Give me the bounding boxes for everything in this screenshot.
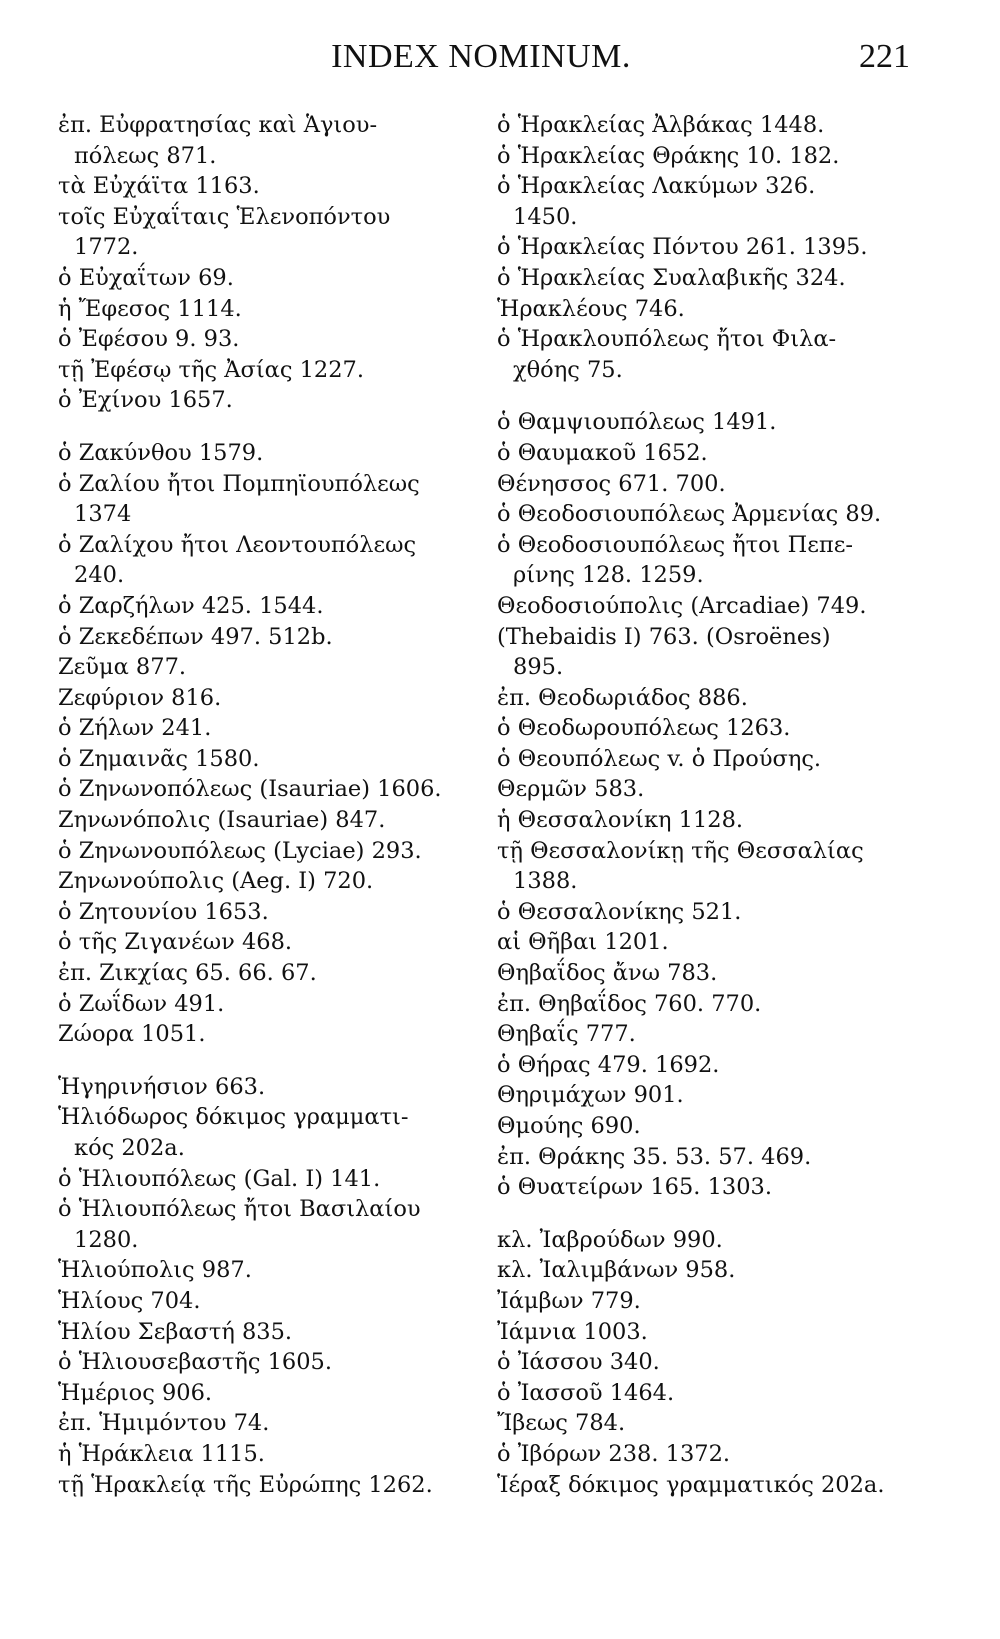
index-entry-line: ὁ τῆς Ζιγανέων 468. <box>58 929 293 956</box>
index-entry-line: ἐπ. Εὐφρατησίας καὶ Ἁγιου- <box>58 112 378 138</box>
section-gap <box>497 1203 927 1225</box>
index-entry-line: Θηβαΐς 777. <box>497 1021 636 1048</box>
section-gap <box>58 1050 478 1072</box>
index-entry-line: Ἡμέριος 906. <box>58 1379 213 1406</box>
index-entry-line: κλ. Ἰαβρούδων 990. <box>497 1226 723 1253</box>
index-entry-line: Ἡλίους 704. <box>58 1287 201 1314</box>
index-entry-line: ἡ Ἔφεσος 1114. <box>58 295 242 322</box>
section-gap <box>497 385 927 407</box>
page-title: INDEX NOMINUM. <box>331 38 631 75</box>
index-entry-line: 240. <box>74 562 125 589</box>
index-entry-line: ὁ Ζημαινᾶς 1580. <box>58 745 260 772</box>
index-entry-line: ὁ Ἡρακλείας Λακύμων 326. <box>497 173 816 200</box>
index-entry-line: ἡ Ἡράκλεια 1115. <box>58 1440 265 1467</box>
index-entry-line: ὁ Ζηνωνουπόλεως (Lyciae) 293. <box>58 837 422 864</box>
index-entry-line: 1450. <box>513 203 578 230</box>
index-entry-line: κλ. Ἰαλιμβάνων 958. <box>497 1257 736 1284</box>
left-column <box>58 110 478 1500</box>
index-entry-line: ὁ Ἡρακλείας Πόντου 261. 1395. <box>497 234 868 261</box>
index-entry-line: ὁ Θεοδωρουπόλεως 1263. <box>497 715 791 742</box>
index-entry-line: ὁ Ζαλίου ἤτοι Πομπηϊουπόλεως <box>58 470 420 497</box>
index-entry-line: Ζηνωνούπολις (Aeg. I) 720. <box>58 868 374 895</box>
page-number: 221 <box>859 38 910 75</box>
section-gap <box>58 416 478 438</box>
index-entry-line: Θερμῶν 583. <box>497 776 645 803</box>
index-entry-line: ὁ Ἡρακλείας Θράκης 10. 182. <box>497 142 840 169</box>
index-entry-line: ὁ Ζαλίχου ἤτοι Λεοντουπόλεως <box>58 531 417 558</box>
index-entry-line: ἐπ. Θεοδωριάδος 886. <box>497 684 748 711</box>
index-entry-line: ὁ Θυατείρων 165. 1303. <box>497 1174 773 1201</box>
index-entry-line: (Thebaidis I) 763. (Osroënes) <box>497 623 831 650</box>
index-entry-line: Ἰάμνια 1003. <box>497 1318 648 1345</box>
index-entry-line: Θηβαΐδος ἄνω 783. <box>497 960 718 987</box>
index-entry-line: Ἴβεως 784. <box>497 1410 626 1437</box>
index-entry-line: Ζώορα 1051. <box>58 1021 206 1048</box>
index-entry-line: ἐπ. Ἡμιμόντου 74. <box>58 1410 270 1437</box>
index-entry-line: κός 202a. <box>74 1135 185 1161</box>
index-entry-line: ὁ Ἐφέσου 9. 93. <box>58 326 240 353</box>
index-entry-line: ἐπ. Θηβαΐδος 760. 770. <box>497 990 762 1017</box>
index-entry-line: 1374 <box>74 501 132 528</box>
index-entry-line: ὁ Ζητουνίου 1653. <box>58 898 269 925</box>
index-entry-line: ὁ Ἡλιουπόλεως ἤτοι Βασιλαίου <box>58 1196 421 1223</box>
index-entry-line: ὁ Θεοδοσιουπόλεως ἤτοι Πεπε- <box>497 531 853 558</box>
index-entry-line: Θηριμάχων 901. <box>497 1082 684 1109</box>
index-entry-line: ὁ Θαυμακοῦ 1652. <box>497 439 708 466</box>
index-entry-line: 1772. <box>74 234 139 261</box>
index-entry-line: ὁ Θαμψιουπόλεως 1491. <box>497 409 777 436</box>
index-entry-line: ὁ Ζωΐδων 491. <box>58 990 225 1017</box>
index-entry-line: πόλεως 871. <box>74 142 217 169</box>
index-entry-line: τῇ Ἡρακλείᾳ τῆς Εὐρώπης 1262. <box>58 1471 433 1498</box>
index-entry-line: ὁ Ἡρακλείας Συαλαβικῆς 324. <box>497 264 846 291</box>
index-entry-line: ἡ Θεσσαλονίκη 1128. <box>497 807 744 834</box>
index-entry-line: Ἡλίου Σεβαστή 835. <box>58 1318 293 1345</box>
index-entry-line: Ἡγηρινήσιον 663. <box>58 1073 266 1100</box>
index-entry-line: Ἱέραξ δόκιμος γραμματικός 202a. <box>497 1471 885 1498</box>
index-entry-line: ὁ Ζηνωνοπόλεως (Isauriae) 1606. <box>58 776 442 803</box>
index-entry-line: ἐπ. Θράκης 35. 53. 57. 469. <box>497 1143 812 1170</box>
right-column <box>497 110 927 1500</box>
index-entry-line: Ἡρακλέους 746. <box>497 295 685 322</box>
index-entry-line: ὁ Ἡλιουσεβαστῆς 1605. <box>58 1349 332 1376</box>
index-entry-line: αἱ Θῆβαι 1201. <box>497 929 669 956</box>
index-entry-line: Θμούης 690. <box>497 1113 641 1139</box>
index-entry-line: ρίνης 128. 1259. <box>513 562 704 589</box>
index-entry-line: ὁ Ἰασσοῦ 1464. <box>497 1379 675 1406</box>
index-entry-line: τῇ Θεσσαλονίκῃ τῆς Θεσσαλίας <box>497 837 864 864</box>
index-entry-line: ὁ Ἡλιουπόλεως (Gal. I) 141. <box>58 1165 381 1192</box>
index-entry-line: Θεοδοσιούπολις (Arcadiae) 749. <box>497 592 867 619</box>
index-entry-line: Ἰάμβων 779. <box>497 1287 641 1314</box>
index-entry-line: χθόης 75. <box>513 356 623 383</box>
index-entry-line: ὁ Θήρας 479. 1692. <box>497 1051 720 1078</box>
index-entry-line: ὁ Ζακύνθου 1579. <box>58 439 264 466</box>
index-entry-line: ὁ Θεουπόλεως v. ὁ Προύσης. <box>497 745 822 772</box>
index-entry-line: τῇ Ἐφέσῳ τῆς Ἀσίας 1227. <box>58 356 365 383</box>
index-entry-line: Θένησσος 671. 700. <box>497 470 726 497</box>
page-header <box>52 38 910 82</box>
index-entry-line: ἐπ. Ζικχίας 65. 66. 67. <box>58 960 317 987</box>
index-entry-line: 895. <box>513 654 564 681</box>
index-entry-line: ὁ Ἰάσσου 340. <box>497 1349 660 1376</box>
index-entry-line: Ἡλιούπολις 987. <box>58 1257 252 1284</box>
index-entry-line: ὁ Ζεκεδέπων 497. 512b. <box>58 623 333 650</box>
index-entry-line: τοῖς Εὐχαΐταις Ἑλενοπόντου <box>58 203 391 230</box>
index-entry-line: ὁ Ζήλων 241. <box>58 715 212 742</box>
index-entry-line: ὁ Ἐχίνου 1657. <box>58 387 233 414</box>
index-entry-line: ὁ Θεοδοσιουπόλεως Ἀρμενίας 89. <box>497 501 882 528</box>
index-entry-line: 1388. <box>513 868 578 895</box>
index-entry-line: ὁ Ζαρζήλων 425. 1544. <box>58 592 324 619</box>
index-entry-line: Ζεφύριον 816. <box>58 684 222 711</box>
index-entry-line: Ζηνωνόπολις (Isauriae) 847. <box>58 807 386 834</box>
index-entry-line: ὁ Ἰβόρων 238. 1372. <box>497 1440 731 1467</box>
index-entry-line: ὁ Θεσσαλονίκης 521. <box>497 898 742 925</box>
index-entry-line: ὁ Ἡρακλείας Ἀλβάκας 1448. <box>497 112 825 138</box>
index-entry-line: ὁ Εὐχαΐτων 69. <box>58 264 234 291</box>
index-entry-line: Ζεῦμα 877. <box>58 654 187 681</box>
index-entry-line: τὰ Εὐχάϊτα 1163. <box>58 173 260 200</box>
index-entry-line: ὁ Ἡρακλουπόλεως ἤτοι Φιλα- <box>497 326 837 353</box>
index-entry-line: Ἡλιόδωρος δόκιμος γραμματι- <box>58 1104 409 1131</box>
index-entry-line: 1280. <box>74 1226 139 1253</box>
